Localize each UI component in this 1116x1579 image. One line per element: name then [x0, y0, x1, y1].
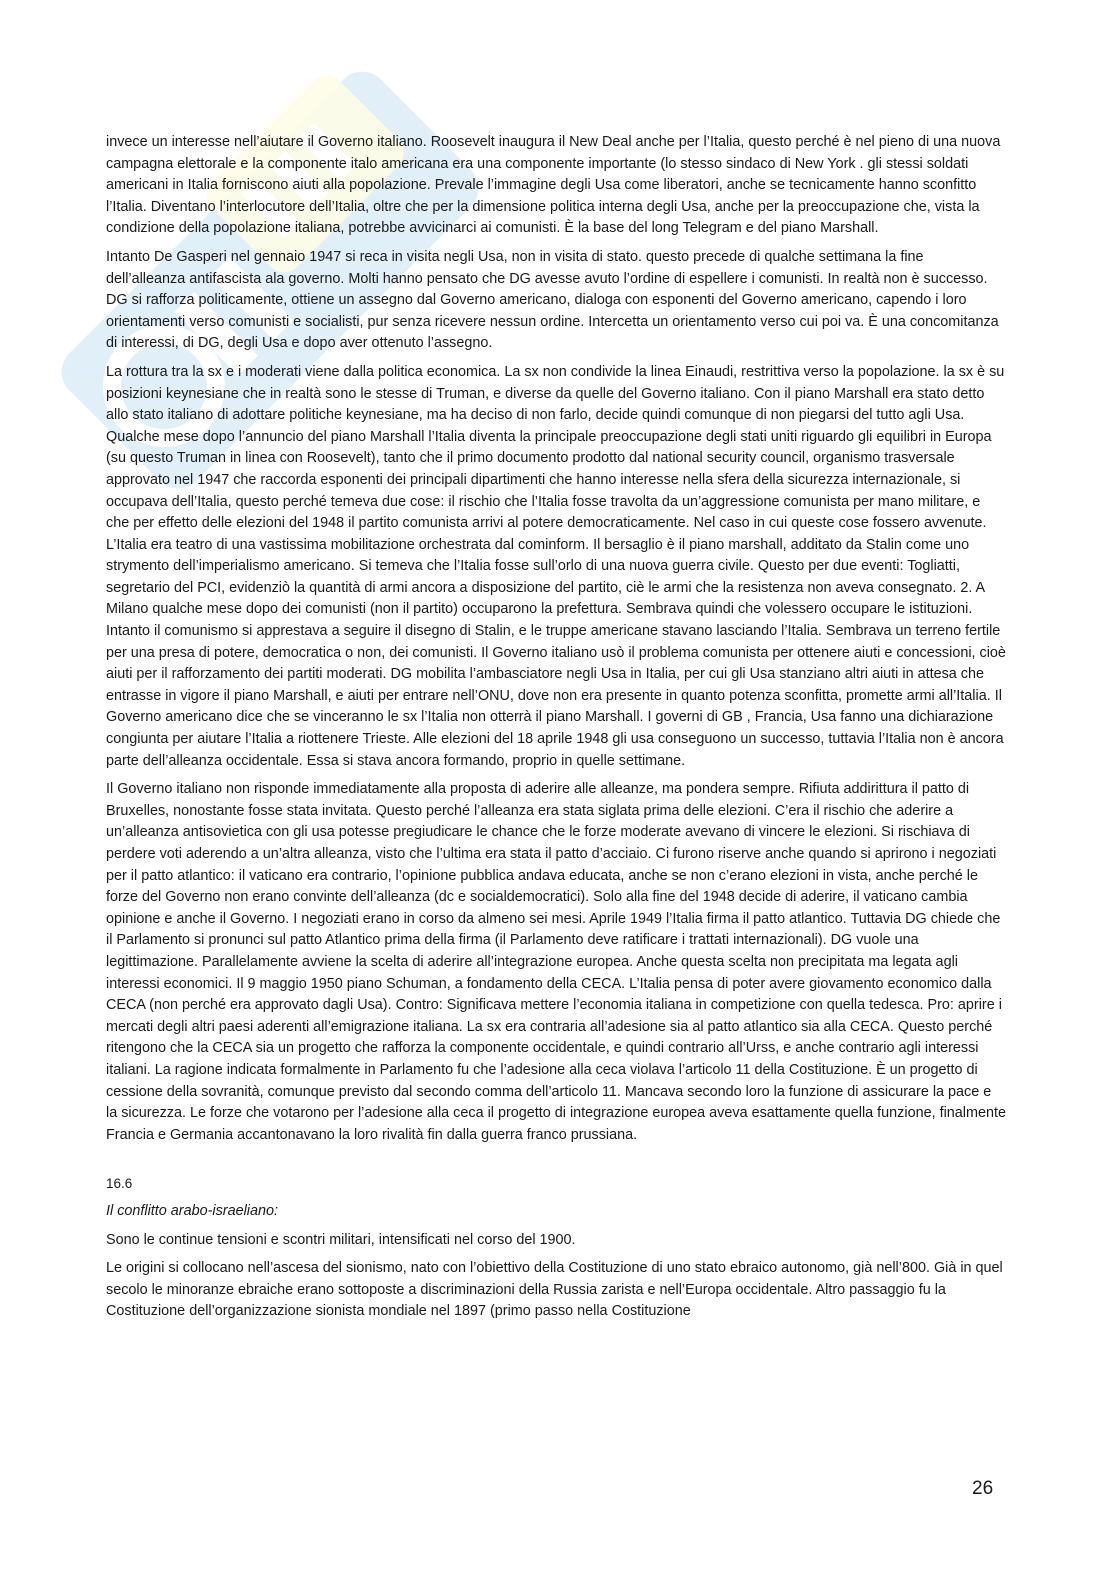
section-body: Le origini si collocano nell’ascesa del sionismo, nato con l’obiettivo della Costituzione di uno stato ebraico autonomo, già nell’800. Già in quel secolo le minoranze ebraiche erano sottoposte a discriminazioni della Russia zarista e nell’Europa occidentale. Altro passaggio fu la Costituzione dell’organizzazione sionista mondiale nel 1897 (primo passo nella Costituzione [106, 1260, 1003, 1320]
document-page [106, 132, 1006, 1330]
page-number: 26 [972, 1478, 994, 1499]
section-intro: Sono le continue tensioni e scontri militari, intensificati nel corso del 1900. [106, 1231, 576, 1248]
paragraph-3: La rottura tra la sx e i moderati viene dalla politica economica. La sx non condivide la linea Einaudi, restrittiva verso la popolazione. la sx è su posizioni keynesiane che in realtà sono le stesse di Truman, e diverse da quelle del Governo italiano. Con il piano Marshall era stato detto allo stato italiano di adottare politiche keynesiane, ma ha deciso di non farlo, decide quindi comunque di non piegarsi del tutto agli Usa. Qualche mese dopo l’annuncio del piano Marshall l’Italia diventa la principale preoccupazione degli stati uniti riguardo gli equilibri in Europa (su questo Truman in linea con Roosevelt), tanto che il primo documento prodotto dal national security council, organismo trasversale approvato nel 1947 che raccorda esponenti dei principali dipartimenti che hanno interesse nella sfera della sicurezza internazionale, si occupava dell’Italia, questo perché temeva due cose: il rischio che l’Italia fosse travolta da un’aggressione comunista per mano militare, e che per effetto delle elezioni del 1948 il partito comunista arrivi al potere democraticamente. Nel caso in cui queste cose fossero avvenute. L’Italia era teatro di una vastissima mobilitazione orchestrata dal cominform. Il bersaglio è il piano marshall, additato da Stalin come uno strymento dell’imperialismo americano. Si temeva che l’Italia fosse sull’orlo di una nuova guerra civile. Questo per due eventi: Togliatti, segretario del PCI, evidenziò la quantità di armi ancora a disposizione del partito, ciè le armi che la resistenza non aveva consegnato. 2. A Milano qualche mese dopo dei comunisti (non il partito) occuparono la prefettura. Sembrava quindi che volessero occupare le istituzioni. Intanto il comunismo si apprestava a seguire il disegno di Stalin, e le truppe americane stavano lasciando l’Italia. Sembrava un terreno fertile per una presa di potere, democratica o non, dei comunisti. Il Governo italiano usò il problema comunista per ottenere aiuti e concessioni, cioè aiuti per il rafforzamento dei partiti moderati. DG mobilita l’ambasciatore negli Usa in Italia, per cui gli Usa stanziano altri aiuti in attesa che entrasse in vigore il piano Marshall, e aiuti per entrare nell’ONU, dove non era presente in quanto potenza sconfitta, promette armi all’Italia. Il Governo americano dice che se vinceranno le sx l’Italia non otterrà il piano Marshall. I governi di GB , Francia, Usa fanno una dichiarazione congiunta per aiutare l’Italia a riottenere Trieste. Alle elezioni del 18 aprile 1948 gli usa conseguono un successo, tuttavia l’Italia non è ancora parte dell’alleanza occidentale. Essa si stava ancora formando, proprio in quelle settimane. [106, 363, 1006, 769]
section-title: Il conflitto arabo-israeliano: [106, 1202, 278, 1219]
paragraph-2: Intanto De Gasperi nel gennaio 1947 si reca in visita negli Usa, non in visita di stato. questo precede di qualche settimana la fine dell’alleanza antifascista ala governo. Molti hanno pensato che DG avesse avuto l’ordine di espellere i comunisti. In realtà non è successo. DG si rafforza politicamente, ottiene un assegno dal Governo americano, dialoga con esponenti del Governo americano, capendo i loro orientamenti verso comunisti e socialisti, pur senza ricevere nessun ordine. Intercetta un orientamento verso cui poi va. È una concomitanza di interessi, di DG, degli Usa e dopo aver ottenuto l’assegno. [106, 248, 999, 352]
paragraph-4: Il Governo italiano non risponde immediatamente alla proposta di aderire alle alleanze, ma pondera sempre. Rifiuta addirittura il patto di Bruxelles, nonostante fosse stata invitata. Questo perché l’alleanza era stata siglata prima delle elezioni. C’era il rischio che aderire a un’alleanza antisovietica con gli usa potesse pregiudicare le chance che le forze moderate avevano di vincere le elezioni. Si rischiava di perdere voti aderendo a un’altra alleanza, visto che l’ultima era stata il patto d’acciaio. Ci furono riserve anche quando si aprirono i negoziati per il patto atlantico: il vaticano era contrario, l’opinione pubblica andava educata, anche se non c’erano elezioni in vista, anche perché le forze del Governo non erano convinte dell’alleanza (dc e socialdemocratici). Solo alla fine del 1948 decide di aderire, il vaticano cambia opinione e anche il Governo. I negoziati erano in corso da almeno sei mesi. Aprile 1949 l’Italia firma il patto atlantico. Tuttavia DG chiede che il Parlamento si pronunci sul patto Atlantico prima della firma (il Parlamento deve ratificare i trattati internazionali). DG vuole una legittimazione. Parallelamente avviene la scelta di aderire all’integrazione europea. Anche questa scelta non precipitata ma legata agli interessi economici. Il 9 maggio 1950 piano Schuman, a fondamento della CECA. L’Italia pensa di poter avere giovamento economico dalla CECA (non perché era approvato dagli Usa). Contro: Significava mettere l’economia italiana in competizione con quella tedesca. Pro: aprire i mercati degli altri paesi aderenti all’emigrazione italiana. La sx era contraria all’adesione sia al patto atlantico sia alla CECA. Questo perché ritengono che la CECA sia un progetto che rafforza la componente occidentale, e quindi contrario all’Urss, e anche contrario agli interessi italiani. La ragione indicata formalmente in Parlamento fu che l’adesione alla ceca violava l’articolo 11 della Costituzione. È un progetto di cessione della sovranità, comunque previsto dal secondo comma dell’articolo 11. Mancava secondo loro la funzione di assicurare la pace e la sicurezza. Le forze che votarono per l’adesione alla ceca il progetto di integrazione europea aveva esattamente quella funzione, finalmente Francia e Germania accantonavano la loro rivalità fin dalla guerra franco prussiana. [106, 781, 1006, 1143]
section-spacer [106, 1153, 1006, 1173]
section-number: 16.6 [106, 1176, 133, 1192]
paragraph-1: invece un interesse nell’aiutare il Governo italiano. Roosevelt inaugura il New Deal anche per l’Italia, questo perché è nel pieno di una nuova campagna elettorale e la componente italo americana era una componente importante (lo stesso sindaco di New York . gli stessi soldati americani in Italia forniscono aiuti alla popolazione. Prevale l’immagine degli Usa come liberatori, anche se tecnicamente hanno sconfitto l’Italia. Diventano l’interlocutore dell’Italia, oltre che per la dimensione politica interna degli Usa, anche per la preoccupazione che, vista la condizione della popolazione italiana, potrebbe avvicinarci ai comunisti. È la base del long Telegram e del piano Marshall. [106, 134, 1001, 237]
